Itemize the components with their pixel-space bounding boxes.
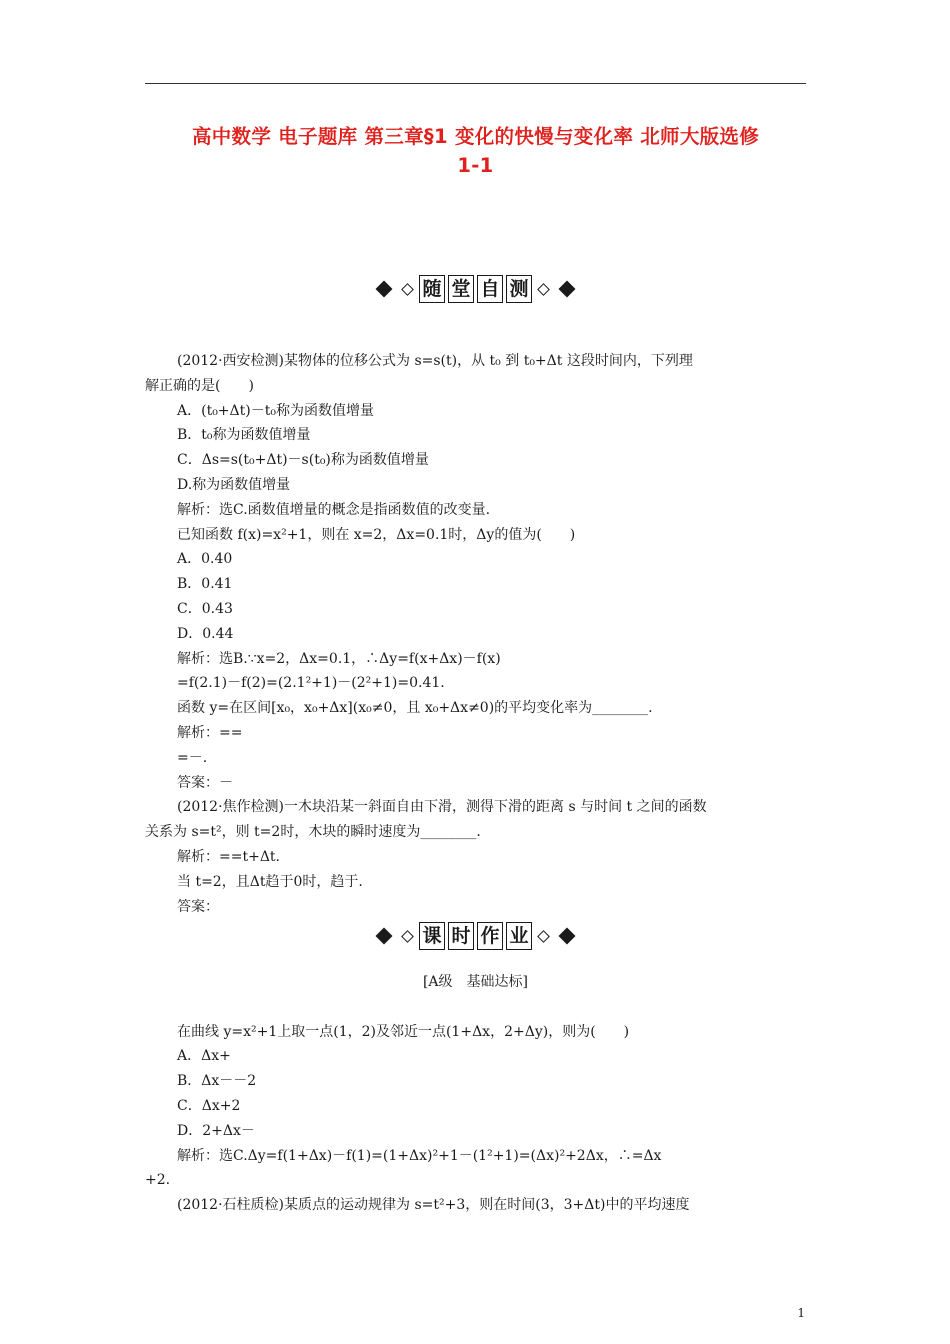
solution-3: 解析：== bbox=[177, 724, 243, 741]
solution-5-cont: +2. bbox=[145, 1172, 171, 1189]
title-line-2: 1-1 bbox=[457, 154, 494, 177]
question-1-stem: (2012·西安检测)某物体的位移公式为 s=s(t)，从 t₀ 到 t₀+Δt 这段时间内，下列理 bbox=[177, 353, 693, 369]
solution-5: 解析：选C.Δy=f(1+Δx)－f(1)=(1+Δx)²+1－(1²+1)=(Δx)²+2Δx，∴=Δx bbox=[177, 1147, 662, 1164]
solution-4-cont: 当 t=2，且Δt趋于0时，趋于. bbox=[177, 873, 363, 890]
section-2-content bbox=[145, 970, 806, 1218]
banner-char: 时 bbox=[448, 922, 474, 950]
diamond-icon bbox=[376, 281, 393, 298]
diamond-icon bbox=[376, 928, 393, 945]
section-1-content bbox=[145, 349, 806, 919]
option-b: B．Δx－－2 bbox=[177, 1073, 257, 1090]
answer-4: 答案： bbox=[177, 898, 219, 915]
banner-char: 作 bbox=[477, 922, 503, 950]
title-line-1: 高中数学 电子题库 第三章§1 变化的快慢与变化率 北师大版选修 bbox=[191, 125, 760, 148]
diamond-outline-icon bbox=[401, 930, 414, 943]
banner-char: 业 bbox=[506, 922, 532, 950]
banner-char: 自 bbox=[477, 275, 503, 303]
option-a: A．(t₀+Δt)－t₀称为函数值增量 bbox=[177, 402, 374, 419]
diamond-outline-icon bbox=[401, 283, 414, 296]
solution-3-cont: =－. bbox=[177, 749, 208, 766]
page-number: 1 bbox=[797, 1306, 805, 1320]
option-c: C．Δs=s(t₀+Δt)－s(t₀)称为函数值增量 bbox=[177, 452, 429, 469]
document-title bbox=[145, 122, 806, 180]
solution-2-cont: =f(2.1)－f(2)=(2.1²+1)－(2²+1)=0.41. bbox=[177, 675, 445, 692]
section-banner-classroom-test bbox=[145, 271, 806, 307]
option-c: C．0.43 bbox=[177, 600, 233, 617]
question-1-stem-cont: 解正确的是( ) bbox=[145, 377, 254, 394]
solution-1: 解析：选C.函数值增量的概念是指函数值的改变量. bbox=[177, 501, 491, 518]
option-c: C．Δx+2 bbox=[177, 1097, 241, 1114]
diamond-icon bbox=[559, 928, 576, 945]
banner-char: 测 bbox=[506, 275, 532, 303]
banner-char: 随 bbox=[419, 275, 445, 303]
question-4-stem-cont: 关系为 s=t²，则 t=2时，木块的瞬时速度为________. bbox=[145, 824, 481, 841]
diamond-outline-icon bbox=[537, 930, 550, 943]
option-b: B．t₀称为函数值增量 bbox=[177, 427, 311, 444]
diamond-outline-icon bbox=[537, 283, 550, 296]
spacer bbox=[145, 995, 806, 1020]
level-label: [A级 基础达标] bbox=[422, 974, 529, 990]
question-4-stem: (2012·焦作检测)一木块沿某一斜面自由下滑，测得下滑的距离 s 与时间 t 之间的函数 bbox=[177, 799, 707, 816]
banner-char: 堂 bbox=[448, 275, 474, 303]
section-banner-homework bbox=[145, 918, 806, 954]
solution-4: 解析：==t+Δt. bbox=[177, 848, 281, 865]
question-5-stem: 在曲线 y=x²+1上取一点(1，2)及邻近一点(1+Δx，2+Δy)，则为( ) bbox=[177, 1023, 630, 1040]
question-2-stem: 已知函数 f(x)=x²+1，则在 x=2，Δx=0.1时，Δy的值为( ) bbox=[177, 526, 576, 543]
diamond-icon bbox=[559, 281, 576, 298]
question-6-stem: (2012·石柱质检)某质点的运动规律为 s=t²+3，则在时间(3，3+Δt)中的平均速度 bbox=[177, 1197, 690, 1214]
option-a: A．0.40 bbox=[177, 551, 233, 568]
option-d: D．0.44 bbox=[177, 625, 234, 642]
option-b: B．0.41 bbox=[177, 576, 233, 593]
banner-char: 课 bbox=[419, 922, 445, 950]
solution-2: 解析：选B.∵x=2，Δx=0.1，∴Δy=f(x+Δx)－f(x) bbox=[177, 650, 501, 667]
question-3-stem: 函数 y=在区间[x₀，x₀+Δx](x₀≠0，且 x₀+Δx≠0)的平均变化率为________. bbox=[177, 700, 653, 717]
header-rule bbox=[145, 83, 806, 84]
option-a: A．Δx+ bbox=[177, 1048, 231, 1065]
option-d: D.称为函数值增量 bbox=[177, 476, 291, 493]
option-d: D．2+Δx－ bbox=[177, 1122, 255, 1139]
answer-3: 答案：－ bbox=[177, 774, 233, 791]
